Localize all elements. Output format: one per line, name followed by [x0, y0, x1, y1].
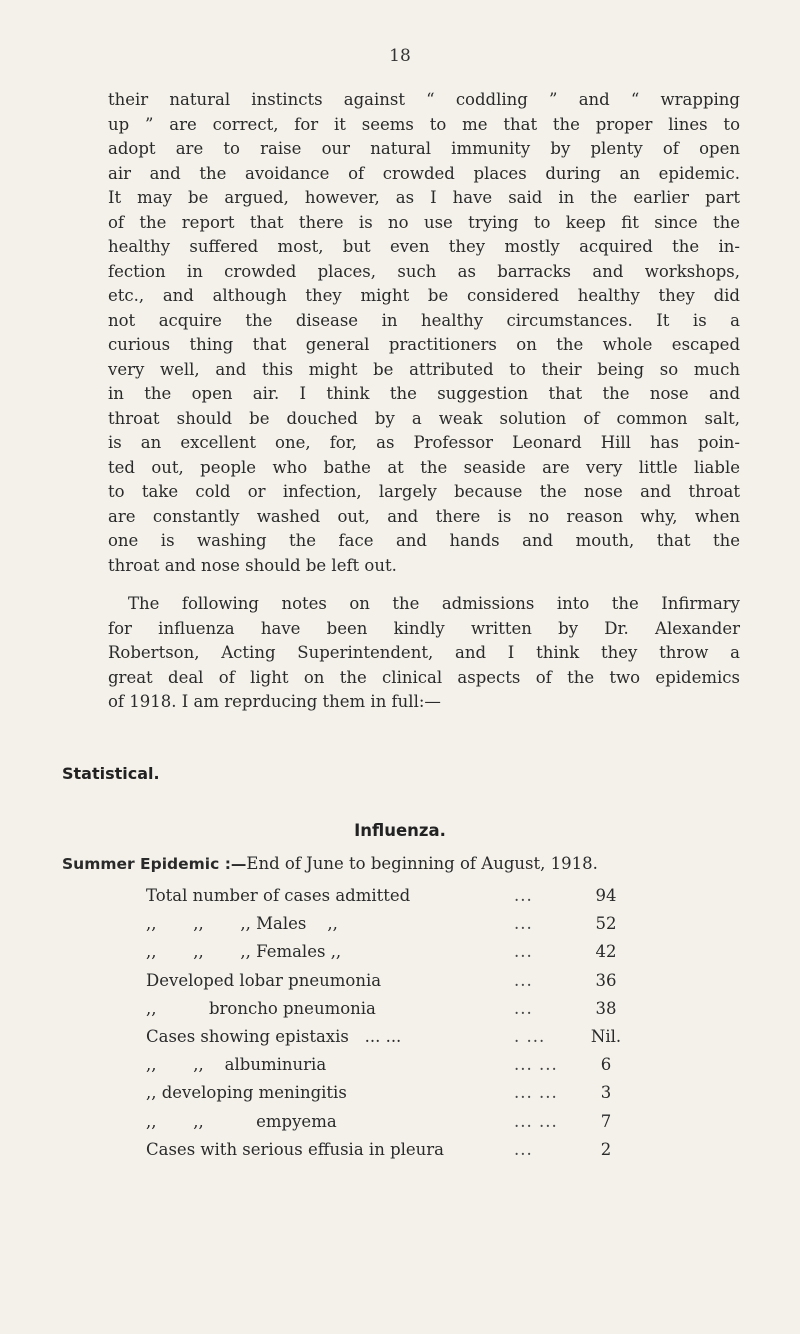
stat-label: Developed lobar pneumonia — [146, 970, 382, 990]
stat-value: 94 — [595, 886, 617, 905]
stat-label: Cases showing epistaxis ... ... — [146, 1026, 402, 1046]
text-line: their natural instincts against “ coddling ” and “ wrapping — [108, 90, 740, 109]
text-line: throat and nose should be left out. — [108, 555, 397, 575]
leader-dots: ... — [514, 886, 533, 905]
text-line: healthy suffered most, but even they mostly acquired the in- — [108, 237, 740, 256]
summer-epidemic-dates: End of June to beginning of August, 1918. — [246, 854, 598, 873]
leader-dots: ... — [514, 942, 533, 962]
stat-row — [146, 1136, 626, 1164]
stat-value: 42 — [595, 942, 617, 962]
text-line: fection in crowded places, such as barracks and workshops, — [108, 261, 740, 281]
leader-dots: ... — [514, 970, 533, 990]
stats-table — [146, 882, 626, 1164]
paragraph-2 — [108, 592, 740, 715]
text-line: not acquire the disease in healthy circumstances. It is a — [108, 310, 740, 330]
leader-dots: ... ... — [514, 1111, 558, 1131]
summer-epidemic-label: Summer Epidemic :— — [62, 855, 247, 873]
stat-row — [146, 995, 626, 1023]
text-line: The following notes on the admissions into the Infirmary — [128, 594, 740, 613]
stat-value: 2 — [600, 1139, 612, 1159]
stat-label: ,, ,, empyema — [146, 1111, 337, 1131]
influenza-heading: Influenza. — [354, 821, 446, 840]
text-line: adopt are to raise our natural immunity by plenty of open — [108, 139, 740, 158]
body-text — [108, 88, 740, 715]
stat-row — [146, 1108, 626, 1136]
stat-row — [146, 882, 626, 910]
leader-dots: . ... — [514, 1026, 546, 1046]
text-line: up ” are correct, for it seems to me that the proper lines to — [108, 114, 740, 134]
stat-label: ,, ,, ,, Females ,, — [146, 942, 342, 962]
text-line: very well, and this might be attributed to their being so much — [108, 359, 740, 379]
stat-value: 36 — [595, 970, 617, 990]
stat-label: Cases with serious effusia in pleura — [146, 1139, 445, 1159]
text-line: are constantly washed out, and there is no reason why, when — [108, 506, 740, 526]
stat-value: 38 — [595, 998, 617, 1018]
stat-label: ,, developing meningitis — [146, 1083, 347, 1103]
stat-value: Nil. — [590, 1026, 622, 1046]
leader-dots: ... — [514, 998, 533, 1018]
text-line: great deal of light on the clinical aspects of the two epidemics — [108, 667, 740, 687]
text-line: to take cold or infection, largely because the nose and throat — [108, 482, 740, 501]
stat-label: ,, broncho pneumonia — [146, 998, 376, 1018]
stat-label: ,, ,, ,, Males ,, — [146, 914, 338, 934]
paragraph-1 — [108, 88, 740, 578]
leader-dots: ... — [514, 1139, 533, 1159]
statistical-heading: Statistical. — [62, 764, 160, 783]
text-line: of the report that there is no use trying to keep fit since the — [108, 212, 740, 232]
text-line: Robertson, Acting Superintendent, and I think they throw a — [108, 643, 740, 662]
text-line: curious thing that general practitioners on the whole escaped — [108, 335, 740, 354]
stat-row — [146, 967, 626, 995]
text-line: of 1918. I am reprducing them in full:— — [108, 692, 441, 711]
stat-row — [146, 938, 626, 966]
page-number: 18 — [389, 46, 411, 66]
leader-dots: ... ... — [514, 1083, 558, 1103]
leader-dots: ... — [514, 914, 533, 934]
summer-epidemic-line — [62, 854, 742, 873]
stat-value: 6 — [600, 1055, 612, 1075]
text-line: ted out, people who bathe at the seaside are very little liable — [108, 457, 740, 477]
stat-row — [146, 1023, 626, 1051]
stat-label: Total number of cases admitted — [146, 886, 411, 905]
stat-value: 3 — [600, 1083, 612, 1103]
leader-dots: ... ... — [514, 1055, 558, 1075]
stat-value: 52 — [595, 914, 617, 934]
stat-row — [146, 1079, 626, 1107]
stat-row — [146, 1051, 626, 1079]
stat-value: 7 — [600, 1111, 612, 1131]
text-line: for influenza have been kindly written by Dr. Alexander — [108, 618, 740, 638]
stat-label: ,, ,, albuminuria — [146, 1055, 327, 1075]
text-line: air and the avoidance of crowded places during an epidemic. — [108, 163, 740, 183]
stat-row — [146, 910, 626, 938]
text-line: throat should be douched by a weak solution of common salt, — [108, 408, 740, 428]
text-line: etc., and although they might be considered healthy they did — [108, 286, 740, 305]
text-line: It may be argued, however, as I have said in the earlier part — [108, 188, 740, 207]
text-line: in the open air. I think the suggestion that the nose and — [108, 384, 740, 403]
text-line: one is washing the face and hands and mouth, that the — [108, 531, 740, 550]
text-line: is an excellent one, for, as Professor Leonard Hill has poin- — [108, 433, 740, 452]
